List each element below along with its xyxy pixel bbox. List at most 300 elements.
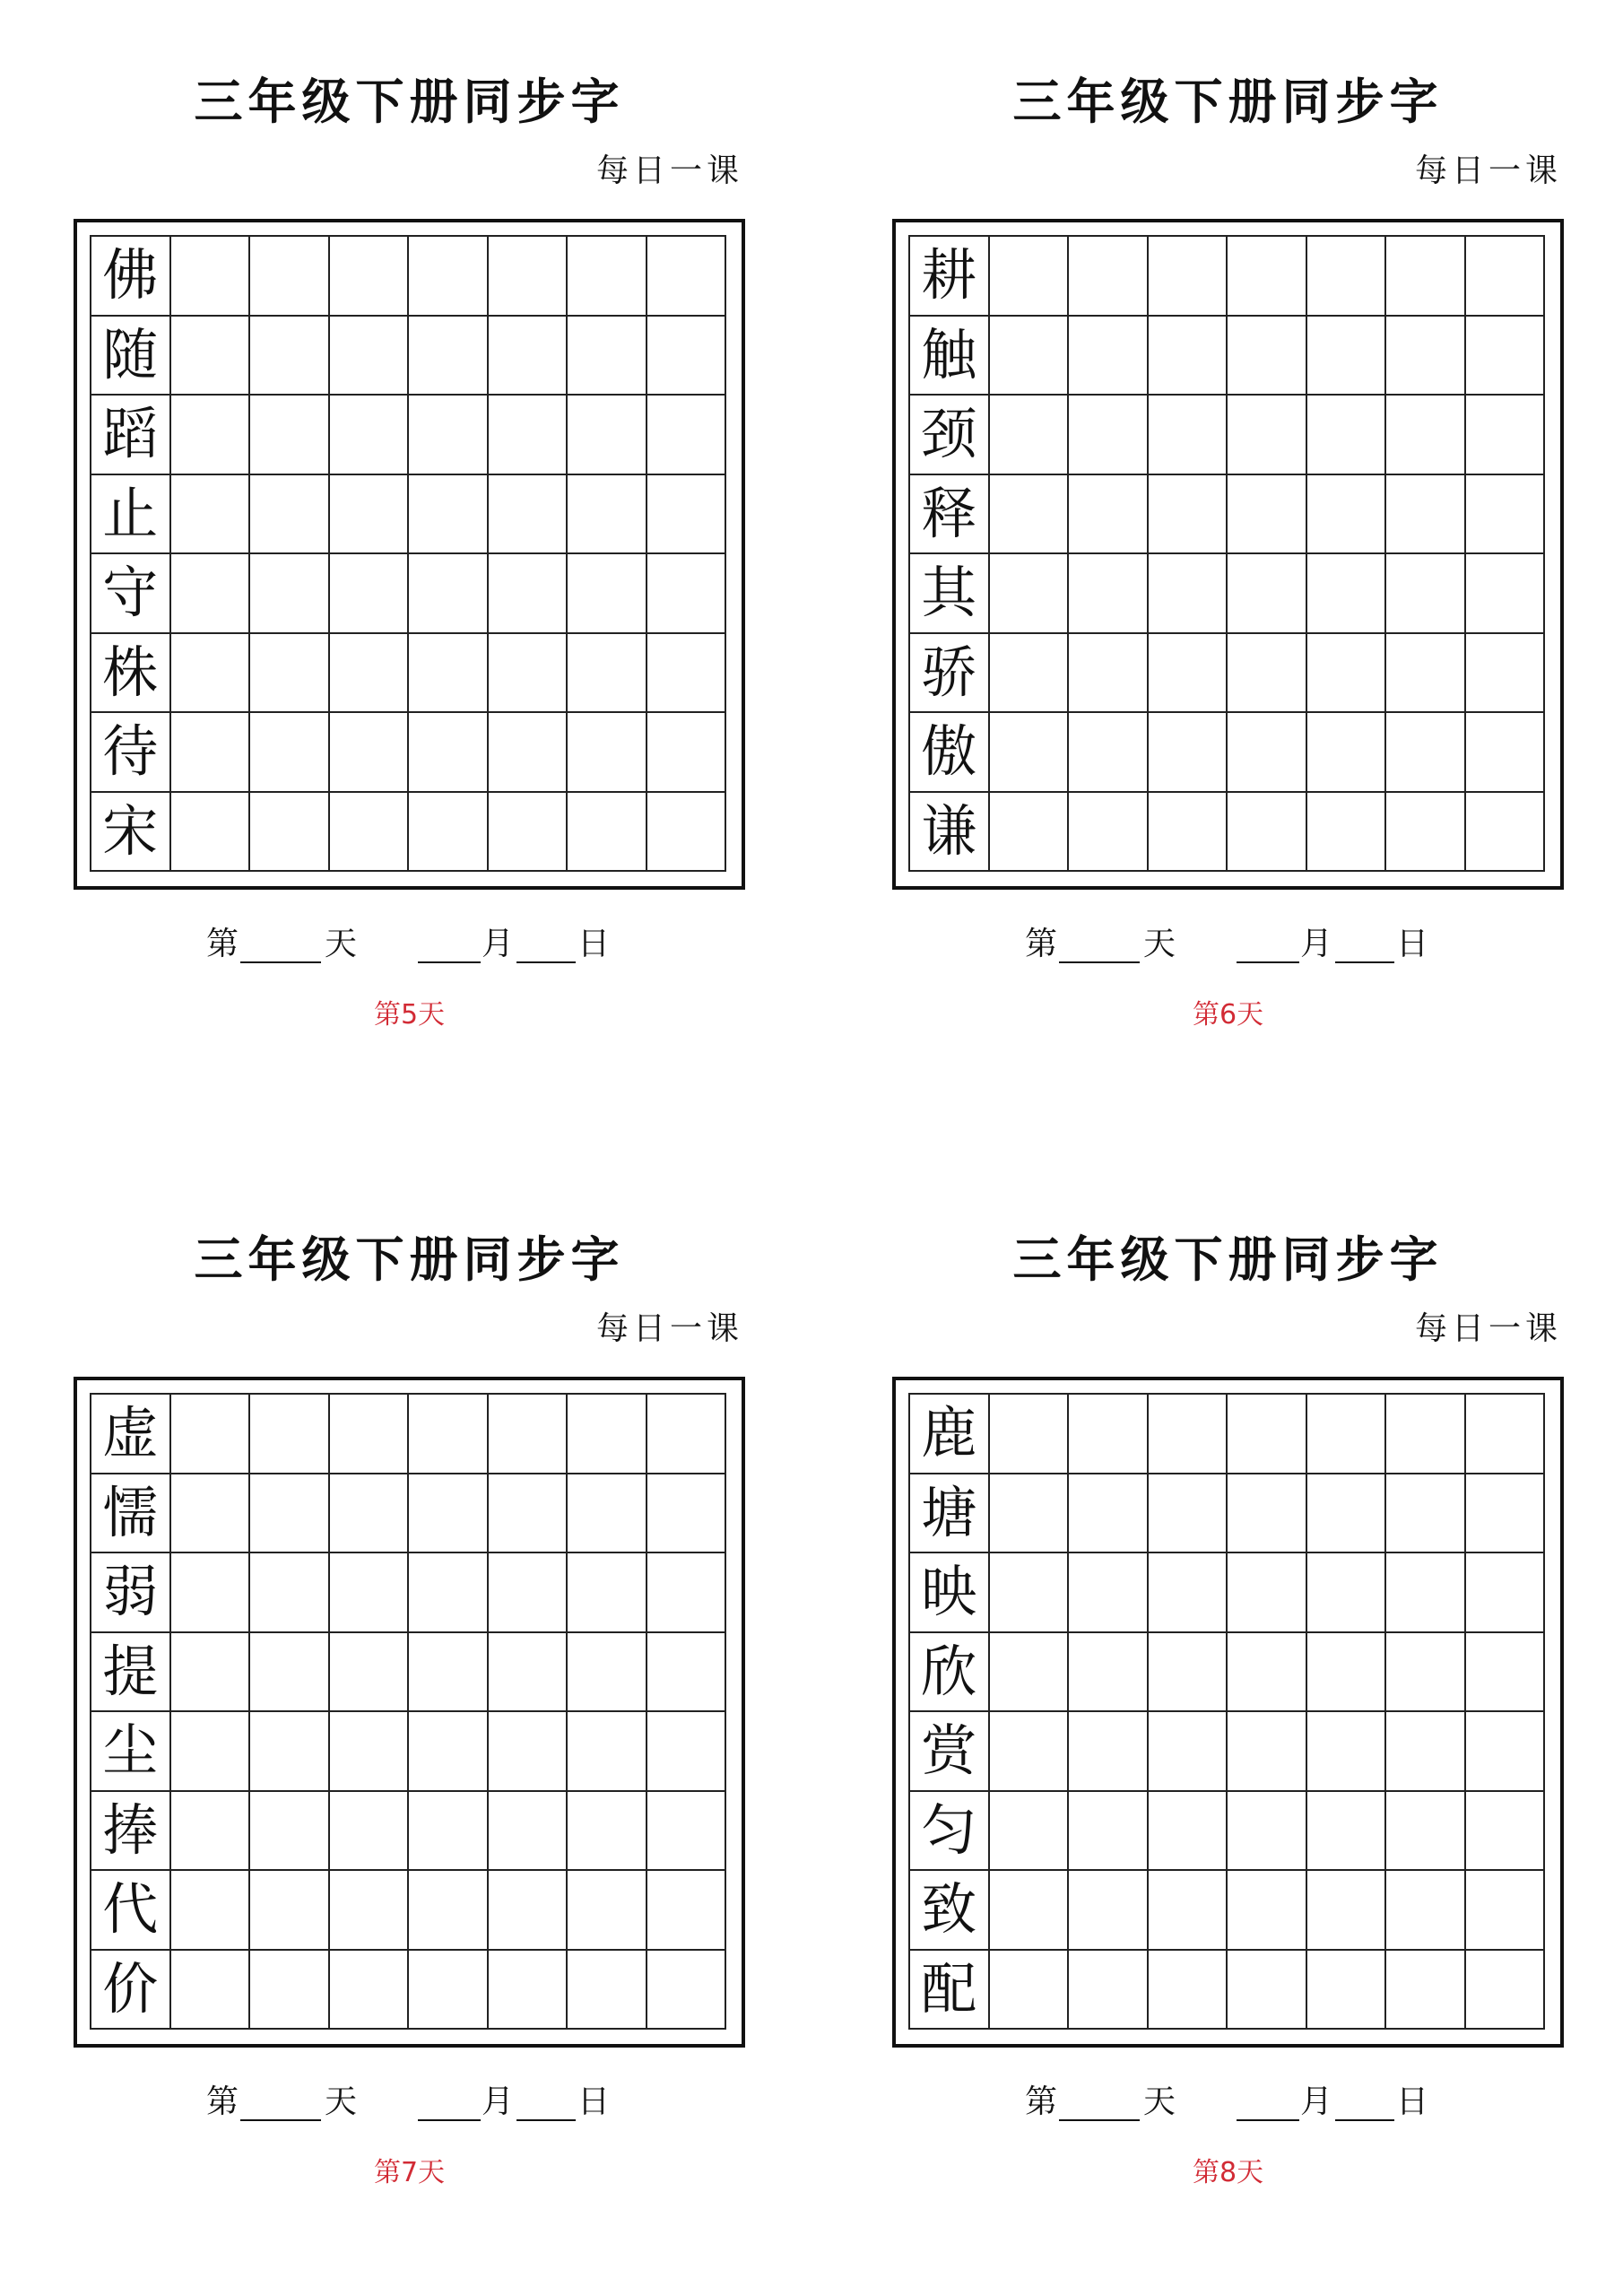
blank-practice-cell [1307, 1951, 1387, 2031]
blank-practice-cell [409, 1474, 489, 1554]
blank-practice-cell [250, 1633, 330, 1713]
date-date-unit: 日 [577, 926, 611, 962]
blank-practice-cell [990, 317, 1070, 396]
blank-practice-cell [1069, 1951, 1149, 2031]
blank-practice-cell [990, 1633, 1070, 1713]
blank-practice-cell [1386, 713, 1466, 793]
blank-practice-cell [330, 634, 410, 714]
blank-practice-cell [409, 554, 489, 634]
date-date-unit: 日 [1396, 926, 1429, 962]
blank-practice-cell [330, 554, 410, 634]
blank-practice-cell [990, 1871, 1070, 1951]
model-character-cell: 株 [91, 634, 171, 714]
blank-practice-cell [1466, 1871, 1546, 1951]
blank-practice-cell [1386, 554, 1466, 634]
blank-practice-cell [1466, 1712, 1546, 1792]
worksheet-title: 三年级下册同步字 [1012, 73, 1444, 130]
date-day-unit: 天 [325, 926, 358, 962]
blank-practice-cell [250, 1871, 330, 1951]
blank-practice-cell [489, 1474, 568, 1554]
model-character-cell: 随 [91, 317, 171, 396]
date-blank [1335, 924, 1394, 963]
blank-practice-cell [171, 1792, 251, 1872]
blank-practice-cell [990, 634, 1070, 714]
blank-practice-cell [171, 475, 251, 555]
date-line [892, 2082, 1564, 2123]
blank-practice-cell [250, 1792, 330, 1872]
model-character-cell: 欣 [910, 1633, 990, 1713]
blank-practice-cell [1228, 237, 1307, 317]
blank-practice-cell [1386, 1712, 1466, 1792]
blank-practice-cell [1069, 793, 1149, 873]
blank-practice-cell [330, 1633, 410, 1713]
blank-practice-cell [647, 1871, 727, 1951]
blank-practice-cell [1149, 1395, 1228, 1474]
blank-practice-cell [647, 1633, 727, 1713]
model-character-cell: 耕 [910, 237, 990, 317]
blank-practice-cell [1149, 396, 1228, 475]
model-character-cell: 待 [91, 713, 171, 793]
blank-practice-cell [1386, 396, 1466, 475]
blank-practice-cell [330, 793, 410, 873]
blank-practice-cell [1228, 554, 1307, 634]
blank-practice-cell [568, 793, 647, 873]
blank-practice-cell [1149, 317, 1228, 396]
date-month-unit: 月 [1300, 2083, 1333, 2120]
model-character-cell: 颈 [910, 396, 990, 475]
blank-practice-cell [568, 1553, 647, 1633]
blank-practice-cell [250, 317, 330, 396]
blank-practice-cell [647, 793, 727, 873]
date-blank [516, 2082, 576, 2121]
model-character-cell: 尘 [91, 1712, 171, 1792]
blank-practice-cell [489, 396, 568, 475]
blank-practice-cell [1386, 1951, 1466, 2031]
blank-practice-cell [1466, 396, 1546, 475]
blank-practice-cell [990, 1553, 1070, 1633]
blank-practice-cell [568, 713, 647, 793]
blank-practice-cell [990, 1792, 1070, 1872]
blank-practice-cell [1149, 1712, 1228, 1792]
date-line [74, 924, 745, 965]
blank-practice-cell [1149, 554, 1228, 634]
blank-practice-cell [1149, 1553, 1228, 1633]
blank-practice-cell [250, 1395, 330, 1474]
blank-practice-cell [489, 1712, 568, 1792]
blank-practice-cell [489, 1792, 568, 1872]
blank-practice-cell [409, 475, 489, 555]
blank-practice-cell [171, 1395, 251, 1474]
blank-practice-cell [250, 396, 330, 475]
worksheet-subtitle: 每日一课 [1414, 152, 1562, 189]
date-day-prefix: 第 [206, 2083, 239, 2120]
blank-practice-cell [1386, 317, 1466, 396]
model-character-cell: 触 [910, 317, 990, 396]
blank-practice-cell [1149, 237, 1228, 317]
blank-practice-cell [990, 1951, 1070, 2031]
blank-practice-cell [1307, 554, 1387, 634]
blank-practice-cell [1228, 1712, 1307, 1792]
blank-practice-cell [171, 396, 251, 475]
blank-practice-cell [1069, 237, 1149, 317]
blank-practice-cell [1466, 713, 1546, 793]
blank-practice-cell [250, 634, 330, 714]
blank-practice-cell [409, 634, 489, 714]
day-label: 第6天 [1192, 999, 1264, 1031]
date-day-unit: 天 [1143, 926, 1176, 962]
blank-practice-cell [647, 1792, 727, 1872]
practice-grid [908, 235, 1545, 872]
blank-practice-cell [990, 396, 1070, 475]
blank-practice-cell [409, 713, 489, 793]
blank-practice-cell [1307, 713, 1387, 793]
blank-practice-cell [1307, 475, 1387, 555]
blank-practice-cell [1386, 1553, 1466, 1633]
blank-practice-cell [1386, 1395, 1466, 1474]
blank-practice-cell [171, 554, 251, 634]
date-date-unit: 日 [1396, 2083, 1429, 2120]
blank-practice-cell [1307, 793, 1387, 873]
blank-practice-cell [990, 237, 1070, 317]
blank-practice-cell [171, 1474, 251, 1554]
blank-practice-cell [330, 396, 410, 475]
day-number-blank [1059, 924, 1140, 963]
blank-practice-cell [330, 237, 410, 317]
blank-practice-cell [1386, 475, 1466, 555]
blank-practice-cell [409, 1792, 489, 1872]
blank-practice-cell [330, 713, 410, 793]
blank-practice-cell [568, 1474, 647, 1554]
blank-practice-cell [1069, 554, 1149, 634]
blank-practice-cell [1228, 396, 1307, 475]
blank-practice-cell [1228, 1474, 1307, 1554]
blank-practice-cell [489, 554, 568, 634]
blank-practice-cell [1466, 475, 1546, 555]
blank-practice-cell [489, 1951, 568, 2031]
practice-grid [90, 235, 726, 872]
date-month-unit: 月 [482, 926, 515, 962]
blank-practice-cell [1228, 475, 1307, 555]
blank-practice-cell [1386, 634, 1466, 714]
blank-practice-cell [489, 317, 568, 396]
blank-practice-cell [171, 1951, 251, 2031]
blank-practice-cell [990, 1474, 1070, 1554]
blank-practice-cell [1149, 793, 1228, 873]
model-character-cell: 谦 [910, 793, 990, 873]
blank-practice-cell [568, 634, 647, 714]
blank-practice-cell [1069, 1474, 1149, 1554]
blank-practice-cell [171, 1871, 251, 1951]
blank-practice-cell [1149, 1792, 1228, 1872]
blank-practice-cell [330, 1951, 410, 2031]
blank-practice-cell [1069, 713, 1149, 793]
blank-practice-cell [1307, 634, 1387, 714]
worksheet-panel-day-8 [892, 1233, 1564, 2193]
worksheet-subtitle: 每日一课 [595, 1310, 743, 1347]
model-character-cell: 塘 [910, 1474, 990, 1554]
blank-practice-cell [171, 1712, 251, 1792]
date-day-unit: 天 [1143, 2083, 1176, 2120]
blank-practice-cell [330, 1474, 410, 1554]
blank-practice-cell [647, 713, 727, 793]
blank-practice-cell [1307, 1871, 1387, 1951]
model-character-cell: 守 [91, 554, 171, 634]
model-character-cell: 代 [91, 1871, 171, 1951]
blank-practice-cell [409, 396, 489, 475]
blank-practice-cell [1069, 396, 1149, 475]
blank-practice-cell [1069, 634, 1149, 714]
blank-practice-cell [250, 554, 330, 634]
blank-practice-cell [489, 713, 568, 793]
blank-practice-cell [489, 1871, 568, 1951]
blank-practice-cell [647, 1712, 727, 1792]
blank-practice-cell [1466, 1792, 1546, 1872]
worksheet-subtitle: 每日一课 [1414, 1310, 1562, 1347]
blank-practice-cell [409, 1871, 489, 1951]
blank-practice-cell [647, 475, 727, 555]
blank-practice-cell [1386, 793, 1466, 873]
model-character-cell: 映 [910, 1553, 990, 1633]
blank-practice-cell [647, 1951, 727, 2031]
blank-practice-cell [1386, 237, 1466, 317]
date-date-unit: 日 [577, 2083, 611, 2120]
blank-practice-cell [250, 1474, 330, 1554]
blank-practice-cell [1149, 634, 1228, 714]
blank-practice-cell [647, 1474, 727, 1554]
blank-practice-cell [330, 1553, 410, 1633]
date-month-unit: 月 [482, 2083, 515, 2120]
blank-practice-cell [1466, 237, 1546, 317]
blank-practice-cell [409, 1553, 489, 1633]
blank-practice-cell [647, 317, 727, 396]
blank-practice-cell [489, 237, 568, 317]
practice-grid-frame [74, 219, 745, 890]
worksheet-panel-day-5 [74, 75, 745, 1035]
blank-practice-cell [1228, 1792, 1307, 1872]
blank-practice-cell [568, 237, 647, 317]
blank-practice-cell [250, 237, 330, 317]
blank-practice-cell [171, 793, 251, 873]
blank-practice-cell [568, 554, 647, 634]
model-character-cell: 鹿 [910, 1395, 990, 1474]
date-day-prefix: 第 [206, 926, 239, 962]
day-label: 第5天 [373, 999, 446, 1031]
blank-practice-cell [1069, 317, 1149, 396]
practice-grid-frame [892, 219, 1564, 890]
blank-practice-cell [1307, 1553, 1387, 1633]
blank-practice-cell [1466, 793, 1546, 873]
model-character-cell: 匀 [910, 1792, 990, 1872]
model-character-cell: 其 [910, 554, 990, 634]
blank-practice-cell [568, 1712, 647, 1792]
blank-practice-cell [171, 634, 251, 714]
blank-practice-cell [1149, 1474, 1228, 1554]
blank-practice-cell [1466, 1474, 1546, 1554]
worksheet-title: 三年级下册同步字 [194, 1231, 625, 1288]
blank-practice-cell [489, 475, 568, 555]
blank-practice-cell [250, 1951, 330, 2031]
blank-practice-cell [568, 1395, 647, 1474]
blank-practice-cell [1307, 1712, 1387, 1792]
model-character-cell: 释 [910, 475, 990, 555]
blank-practice-cell [1386, 1871, 1466, 1951]
blank-practice-cell [1307, 317, 1387, 396]
blank-practice-cell [1228, 1553, 1307, 1633]
model-character-cell: 配 [910, 1951, 990, 2031]
blank-practice-cell [1069, 1633, 1149, 1713]
blank-practice-cell [1228, 317, 1307, 396]
blank-practice-cell [1307, 1474, 1387, 1554]
worksheet-title: 三年级下册同步字 [1012, 1231, 1444, 1288]
date-line [892, 924, 1564, 965]
blank-practice-cell [1466, 317, 1546, 396]
blank-practice-cell [330, 1712, 410, 1792]
month-blank [418, 924, 481, 963]
blank-practice-cell [1307, 1633, 1387, 1713]
blank-practice-cell [171, 1633, 251, 1713]
blank-practice-cell [489, 634, 568, 714]
blank-practice-cell [1228, 1395, 1307, 1474]
blank-practice-cell [1228, 1951, 1307, 2031]
blank-practice-cell [568, 317, 647, 396]
blank-practice-cell [1149, 1951, 1228, 2031]
blank-practice-cell [1228, 713, 1307, 793]
blank-practice-cell [1228, 1871, 1307, 1951]
blank-practice-cell [171, 317, 251, 396]
blank-practice-cell [330, 1792, 410, 1872]
blank-practice-cell [990, 713, 1070, 793]
model-character-cell: 捧 [91, 1792, 171, 1872]
blank-practice-cell [1069, 1712, 1149, 1792]
blank-practice-cell [409, 1712, 489, 1792]
blank-practice-cell [990, 475, 1070, 555]
worksheet-panel-day-7 [74, 1233, 745, 2193]
blank-practice-cell [1386, 1633, 1466, 1713]
blank-practice-cell [1466, 1951, 1546, 2031]
model-character-cell: 致 [910, 1871, 990, 1951]
practice-grid-frame [892, 1377, 1564, 2048]
blank-practice-cell [1307, 1792, 1387, 1872]
blank-practice-cell [647, 554, 727, 634]
blank-practice-cell [250, 1553, 330, 1633]
worksheet-subtitle: 每日一课 [595, 152, 743, 189]
date-day-prefix: 第 [1025, 2083, 1058, 2120]
blank-practice-cell [250, 713, 330, 793]
model-character-cell: 傲 [910, 713, 990, 793]
blank-practice-cell [1069, 1553, 1149, 1633]
blank-practice-cell [990, 1712, 1070, 1792]
blank-practice-cell [330, 1395, 410, 1474]
blank-practice-cell [1466, 1633, 1546, 1713]
blank-practice-cell [1069, 475, 1149, 555]
blank-practice-cell [1466, 1553, 1546, 1633]
blank-practice-cell [1386, 1792, 1466, 1872]
blank-practice-cell [489, 1633, 568, 1713]
date-day-prefix: 第 [1025, 926, 1058, 962]
blank-practice-cell [489, 793, 568, 873]
model-character-cell: 弱 [91, 1553, 171, 1633]
model-character-cell: 提 [91, 1633, 171, 1713]
blank-practice-cell [250, 475, 330, 555]
model-character-cell: 懦 [91, 1474, 171, 1554]
blank-practice-cell [409, 237, 489, 317]
blank-practice-cell [1466, 634, 1546, 714]
blank-practice-cell [1149, 1633, 1228, 1713]
blank-practice-cell [568, 1633, 647, 1713]
blank-practice-cell [1069, 1792, 1149, 1872]
day-number-blank [240, 924, 321, 963]
blank-practice-cell [409, 1395, 489, 1474]
date-blank [1335, 2082, 1394, 2121]
blank-practice-cell [568, 1951, 647, 2031]
worksheet-panel-day-6 [892, 75, 1564, 1035]
month-blank [1237, 2082, 1299, 2121]
blank-practice-cell [647, 237, 727, 317]
blank-practice-cell [647, 396, 727, 475]
blank-practice-cell [1307, 396, 1387, 475]
model-character-cell: 蹈 [91, 396, 171, 475]
blank-practice-cell [171, 237, 251, 317]
blank-practice-cell [409, 1633, 489, 1713]
model-character-cell: 骄 [910, 634, 990, 714]
blank-practice-cell [1307, 1395, 1387, 1474]
day-label: 第8天 [1192, 2157, 1264, 2188]
blank-practice-cell [1228, 1633, 1307, 1713]
worksheet-title: 三年级下册同步字 [194, 73, 625, 130]
blank-practice-cell [330, 1871, 410, 1951]
blank-practice-cell [1069, 1395, 1149, 1474]
blank-practice-cell [568, 475, 647, 555]
blank-practice-cell [647, 634, 727, 714]
blank-practice-cell [489, 1395, 568, 1474]
blank-practice-cell [250, 1712, 330, 1792]
blank-practice-cell [568, 396, 647, 475]
day-number-blank [240, 2082, 321, 2121]
date-month-unit: 月 [1300, 926, 1333, 962]
blank-practice-cell [330, 475, 410, 555]
blank-practice-cell [250, 793, 330, 873]
model-character-cell: 止 [91, 475, 171, 555]
blank-practice-cell [409, 317, 489, 396]
model-character-cell: 宋 [91, 793, 171, 873]
day-label: 第7天 [373, 2157, 446, 2188]
date-line [74, 2082, 745, 2123]
blank-practice-cell [1466, 1395, 1546, 1474]
practice-grid-frame [74, 1377, 745, 2048]
blank-practice-cell [171, 1553, 251, 1633]
practice-grid [908, 1393, 1545, 2030]
blank-practice-cell [409, 1951, 489, 2031]
blank-practice-cell [171, 713, 251, 793]
month-blank [1237, 924, 1299, 963]
blank-practice-cell [568, 1871, 647, 1951]
blank-practice-cell [409, 793, 489, 873]
blank-practice-cell [990, 554, 1070, 634]
blank-practice-cell [1149, 475, 1228, 555]
blank-practice-cell [1069, 1871, 1149, 1951]
blank-practice-cell [990, 1395, 1070, 1474]
blank-practice-cell [1307, 237, 1387, 317]
blank-practice-cell [1228, 793, 1307, 873]
blank-practice-cell [647, 1395, 727, 1474]
blank-practice-cell [647, 1553, 727, 1633]
date-blank [516, 924, 576, 963]
practice-grid [90, 1393, 726, 2030]
blank-practice-cell [1149, 713, 1228, 793]
blank-practice-cell [489, 1553, 568, 1633]
blank-practice-cell [1228, 634, 1307, 714]
model-character-cell: 佛 [91, 237, 171, 317]
